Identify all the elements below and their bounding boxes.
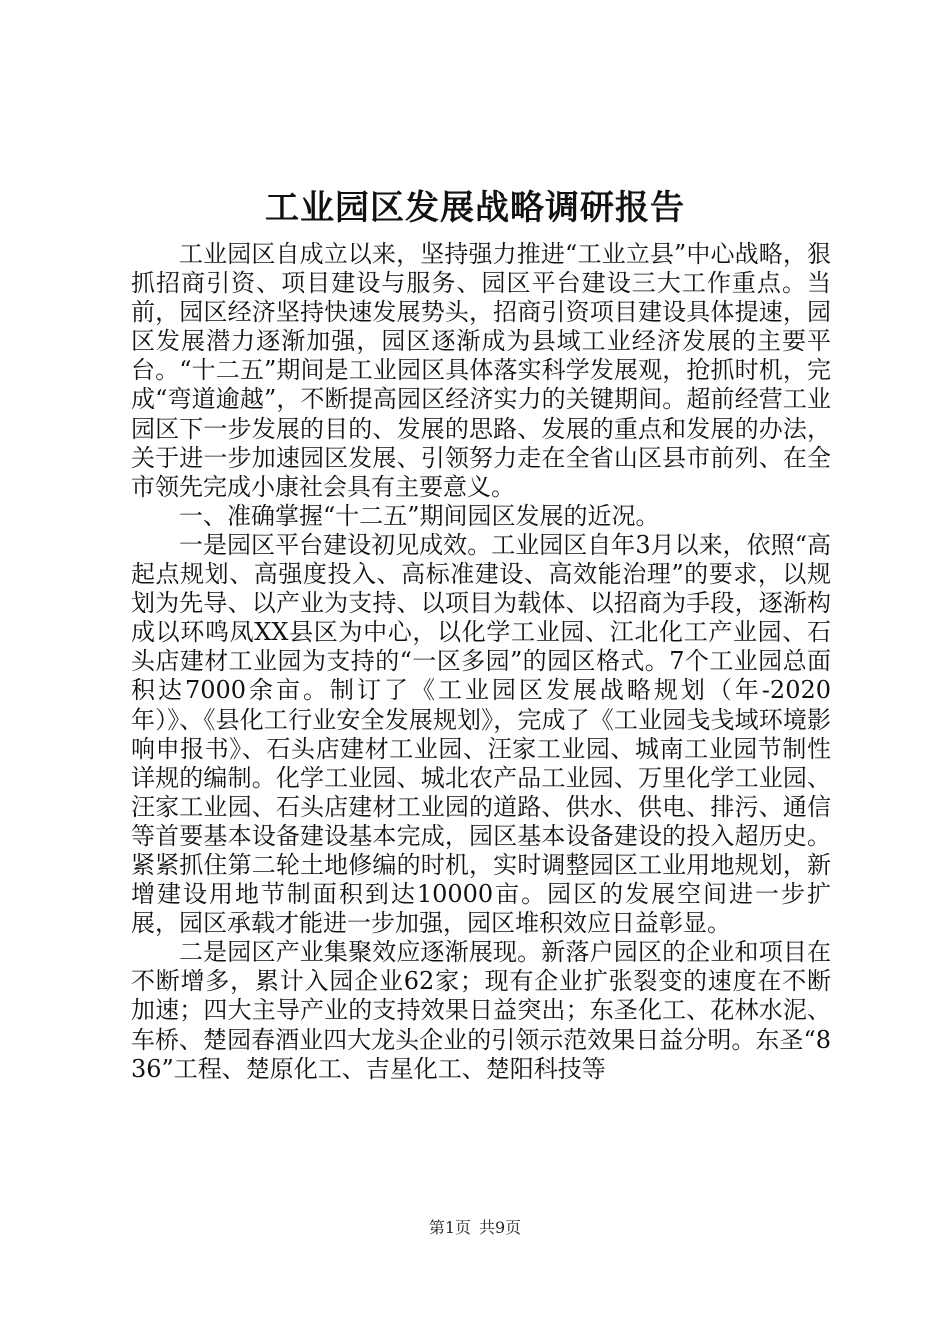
- section-heading: 一、准确掌握“十二五”期间园区发展的近况。: [179, 501, 660, 530]
- body-paragraph: 工业园区自成立以来，坚持强力推进“工业立县”中心战略，狠抓招商引资、项目建设与服务、园区平台建设三大工作重点。当前，园区经济坚持快速发展势头，招商引资项目建设具体提速，园区发展潜力逐渐加强，园区逐渐成为县域工业经济发展的主要平台。“十二五”期间是工业园区具体落实科学发展观，抢抓时机，完成“弯道逾越”，不断提高园区经济实力的关键期间。超前经营工业园区下一步发展的目的、发展的思路、发展的重点和发展的办法，关于进一步加速园区发展、引领努力走在全省山区县市前列、在全市领先完成小康社会具有主要意义。: [131, 240, 831, 501]
- page-footer: [0, 1218, 950, 1238]
- page-total: 共9页: [479, 1218, 522, 1237]
- document-title: 工业园区发展战略调研报告: [265, 188, 685, 228]
- body-paragraph: 一是园区平台建设初见成效。工业园区自年3月以来，依照“高起点规划、高强度投入、高标准建设、高效能治理”的要求，以规划为先导、以产业为支持、以项目为载体、以招商为手段，逐渐构成以环鸣凤XX县区为中心，以化学工业园、江北化工产业园、石头店建材工业园为支持的“一区多园”的园区格式。7个工业园总面积达7000余亩。制订了《工业园区发展战略规划（年-2020年）》、《县化工行业安全发展规划》，完成了《工业园戋戋域环境影响申报书》、石头店建材工业园、汪家工业园、城南工业园节制性详规的编制。化学工业园、城北农产品工业园、万里化学工业园、汪家工业园、石头店建材工业园的道路、供水、供电、排污、通信等首要基本设备建设基本完成，园区基本设备建设的投入超历史。紧紧抓住第二轮土地修编的时机，实时调整园区工业用地规划，新增建设用地节制面积到达10000亩。园区的发展空间进一步扩展，园区承载才能进一步加强，园区堆积效应日益彰显。: [131, 530, 831, 938]
- document-body: [131, 240, 831, 1084]
- page-number: 第1页: [428, 1218, 471, 1237]
- body-paragraph: 二是园区产业集聚效应逐渐展现。新落户园区的企业和项目在不断增多，累计入园企业62家；现有企业扩张裂变的速度在不断加速；四大主导产业的支持效果日益突出；东圣化工、花林水泥、车桥、楚园春酒业四大龙头企业的引领示范效果日益分明。东圣“836”工程、楚原化工、吉星化工、楚阳科技等: [131, 938, 831, 1083]
